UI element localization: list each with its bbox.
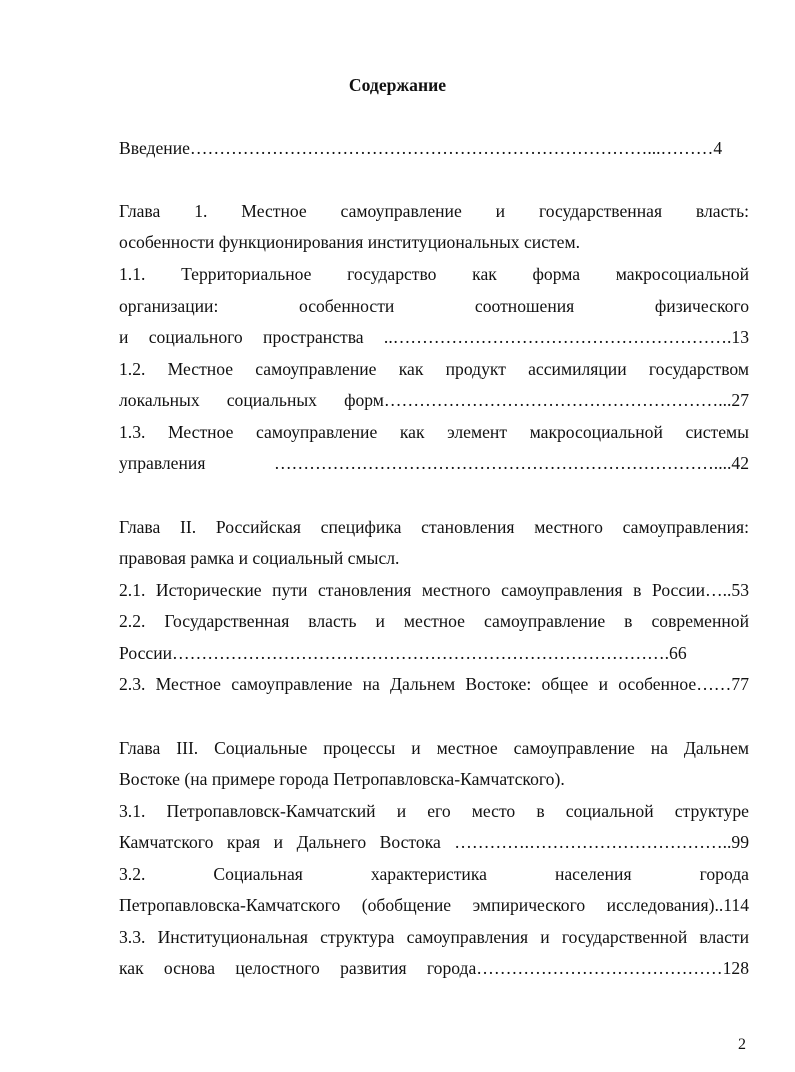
toc-section-2-1: 2.1. Исторические пути становления местного самоуправления в России…..53 xyxy=(119,580,749,600)
toc-section-2-2-end: России………………………………………………………………………….66 xyxy=(119,643,687,663)
toc-section-3-1-end: Камчатского края и Дальнего Востока ………….……………………………..99 xyxy=(119,832,749,852)
toc-section-1-2-end: локальных социальных форм…………………………………………………...27 xyxy=(119,390,749,410)
toc-section-3-1: 3.1. Петропавловск-Камчатский и его место в социальной структуре xyxy=(119,801,749,821)
toc-chapter-3-heading-cont: Востоке (на примере города Петропавловска-Камчатского). xyxy=(119,769,565,789)
toc-section-1-3: 1.3. Местное самоуправление как элемент макросоциальной системы xyxy=(119,422,749,442)
toc-chapter-2-heading-cont: правовая рамка и социальный смысл. xyxy=(119,548,400,568)
toc-section-1-2: 1.2. Местное самоуправление как продукт ассимиляции государством xyxy=(119,359,749,379)
toc-section-3-2: 3.2. Социальная характеристика населения города xyxy=(119,864,749,884)
toc-section-3-3: 3.3. Институциональная структура самоуправления и государственной власти xyxy=(119,927,749,947)
toc-chapter-2-heading: Глава II. Российская специфика становления местного самоуправления: xyxy=(119,517,749,537)
page-title: Содержание xyxy=(348,75,447,95)
toc-section-1-1-cont: организации: особенности соотношения физического xyxy=(119,296,749,316)
toc-line-introduction: Введение……………………………………………………………………...………4 xyxy=(119,138,723,158)
toc-section-2-3: 2.3. Местное самоуправление на Дальнем Востоке: общее и особенное……77 xyxy=(119,674,749,694)
toc-chapter-1-heading-cont: особенности функционирования институциональных систем. xyxy=(119,232,581,252)
toc-section-3-2-end: Петропавловска-Камчатского (обобщение эмпирического исследования)..114 xyxy=(119,895,749,915)
toc-section-1-1-end: и социального пространства ..………………………………………………….13 xyxy=(119,327,749,347)
toc-section-1-3-end: управления …………………………………………………………………....42 xyxy=(119,453,749,473)
toc-chapter-3-heading: Глава III. Социальные процессы и местное самоуправление на Дальнем xyxy=(119,738,749,758)
toc-section-1-1: 1.1. Территориальное государство как форма макросоциальной xyxy=(119,264,749,284)
page-number: 2 xyxy=(738,1036,746,1053)
toc-section-2-2: 2.2. Государственная власть и местное самоуправление в современной xyxy=(119,611,749,631)
toc-section-3-3-end: как основа целостного развития города……………………………………128 xyxy=(119,958,749,978)
toc-chapter-1-heading: Глава 1. Местное самоуправление и государственная власть: xyxy=(119,201,749,221)
